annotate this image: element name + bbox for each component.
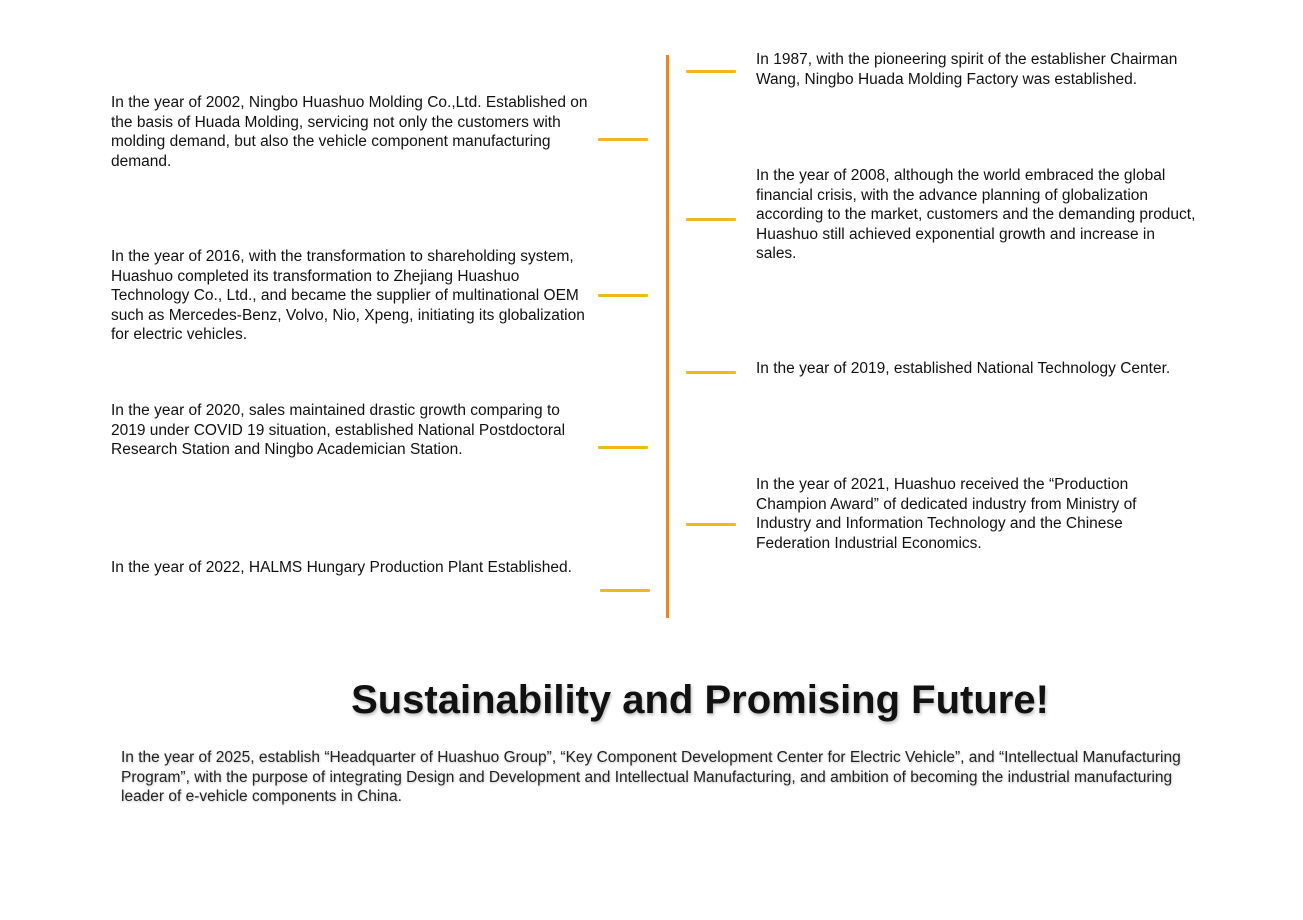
timeline-tick-2021 [686, 523, 736, 526]
timeline-tick-2002 [598, 138, 648, 141]
closing-paragraph: In the year of 2025, establish “Headquarter of Huashuo Group”, “Key Component Development Center for Electric Vehicle”, and “Intellectual Manufacturing Program”, with the purpose of integrating Design and Development and Intellectual Manufacturing, and ambition of becoming the industrial manufacturing leader of e-vehicle components in China. [121, 749, 1181, 805]
timeline-entry-2019: In the year of 2019, established National Technology Center. [756, 360, 1171, 377]
timeline-tick-2016 [598, 294, 648, 297]
timeline-entry-2020: In the year of 2020, sales maintained drastic growth comparing to 2019 under COVID 19 situation, established National Postdoctoral Research Station and Ningbo Academician Station. [111, 402, 566, 458]
timeline-entry-2022: In the year of 2022, HALMS Hungary Production Plant Established. [111, 559, 572, 576]
timeline-axis [666, 55, 669, 618]
timeline-entry-2002: In the year of 2002, Ningbo Huashuo Molding Co.,Ltd. Established on the basis of Huada Molding, servicing not only the customers with molding demand, but also the vehicle component manufacturing demand. [111, 94, 588, 170]
timeline-entry-2008: In the year of 2008, although the world embraced the global financial crisis, with the advance planning of globalization according to the market, customers and the demanding product, Huashuo still achieved exponential growth and increase in sales. [756, 167, 1196, 262]
timeline-entry-2021: In the year of 2021, Huashuo received the “Production Champion Award” of dedicated industry from Ministry of Industry and Information Technology and the Chinese Federation Industrial Economics. [756, 476, 1137, 552]
timeline-entry-1987: In 1987, with the pioneering spirit of the establisher Chairman Wang, Ningbo Huada Molding Factory was established. [756, 51, 1178, 88]
timeline-tick-2008 [686, 218, 736, 221]
timeline-tick-2019 [686, 371, 736, 374]
timeline-tick-1987 [686, 70, 736, 73]
timeline-entry-2016: In the year of 2016, with the transformation to shareholding system, Huashuo completed its transformation to Zhejiang Huashuo Technology Co., Ltd., and became the supplier of multinational OEM such as Mercedes-Benz, Volvo, Nio, Xpeng, initiating its globalization for electric vehicles. [111, 248, 585, 343]
timeline-tick-2020 [598, 446, 648, 449]
timeline-tick-2022 [600, 589, 650, 592]
closing-title: Sustainability and Promising Future! [351, 678, 1049, 722]
